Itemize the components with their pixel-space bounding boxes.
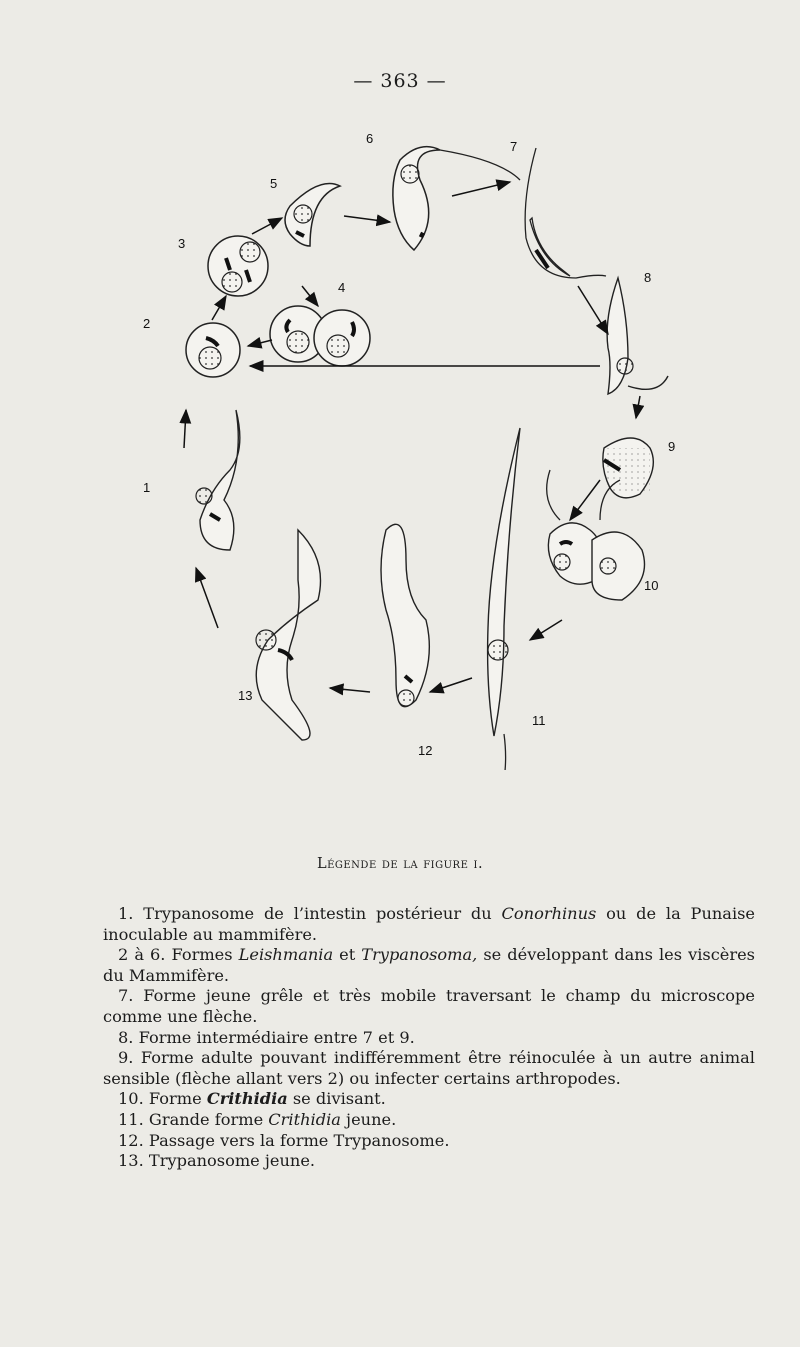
figure-label-9: 9: [668, 439, 676, 454]
legend-item: 2 à 6. Formes Leishmania et Trypanosoma, se développant dans les viscères du Mammifère.: [103, 945, 755, 985]
crithidia-form-11: [488, 428, 520, 770]
figure-caption-title: Légende de la figure i.: [316, 856, 484, 872]
trypanosome-form-1: [196, 410, 240, 550]
cell-form-4: [270, 306, 370, 366]
figure-label-13: 13: [238, 688, 253, 703]
figure-label-2: 2: [143, 316, 151, 331]
figure-label-10: 10: [644, 578, 659, 593]
figure-label-3: 3: [178, 236, 186, 251]
trypanosome-form-13: [256, 530, 321, 740]
cell-form-3: [208, 236, 268, 296]
crithidia-form-9: [603, 438, 653, 498]
legend-item: 1. Trypanosome de l’intestin postérieur du Conorhinus ou de la Punaise inoculable au mammifère.: [103, 904, 756, 944]
figure-label-8: 8: [644, 270, 652, 285]
legend-item: 8. Forme intermédiaire entre 7 et 9.: [118, 1027, 415, 1047]
page-number: — 363 —: [353, 70, 447, 92]
legend-item: 7. Forme jeune grêle et très mobile traversant le champ du microscope comme une flèche.: [103, 986, 755, 1026]
figure-legend: [103, 904, 755, 1172]
leishmania-form-5: [285, 184, 340, 247]
legend-item: 11. Grande forme Crithidia jeune.: [118, 1109, 397, 1129]
figure-label-4: 4: [338, 280, 346, 295]
trypanosome-form-6: [393, 147, 520, 250]
figure-label-7: 7: [510, 139, 518, 154]
cell-form-2: [186, 323, 240, 377]
figure-label-12: 12: [418, 743, 433, 758]
legend-item: 12. Passage vers la forme Trypanosome.: [118, 1130, 450, 1150]
trypanosome-life-cycle-figure: [0, 110, 800, 770]
legend-item: 10. Forme Crithidia se divisant.: [118, 1089, 386, 1109]
figure-label-5: 5: [270, 176, 278, 191]
legend-item: 9. Forme adulte pouvant indifféremment être réinoculée à un autre animal sensible (flèche allant vers 2) ou infecter certains arthropodes.: [103, 1048, 755, 1088]
trypanosome-form-7: [525, 148, 606, 278]
figure-label-1: 1: [143, 480, 151, 495]
legend-item: 13. Trypanosome jeune.: [118, 1151, 316, 1171]
figure-label-11: 11: [532, 713, 546, 728]
trypanosome-form-8: [607, 278, 668, 394]
trypanosome-form-12: [381, 524, 429, 706]
figure-label-6: 6: [366, 131, 374, 146]
